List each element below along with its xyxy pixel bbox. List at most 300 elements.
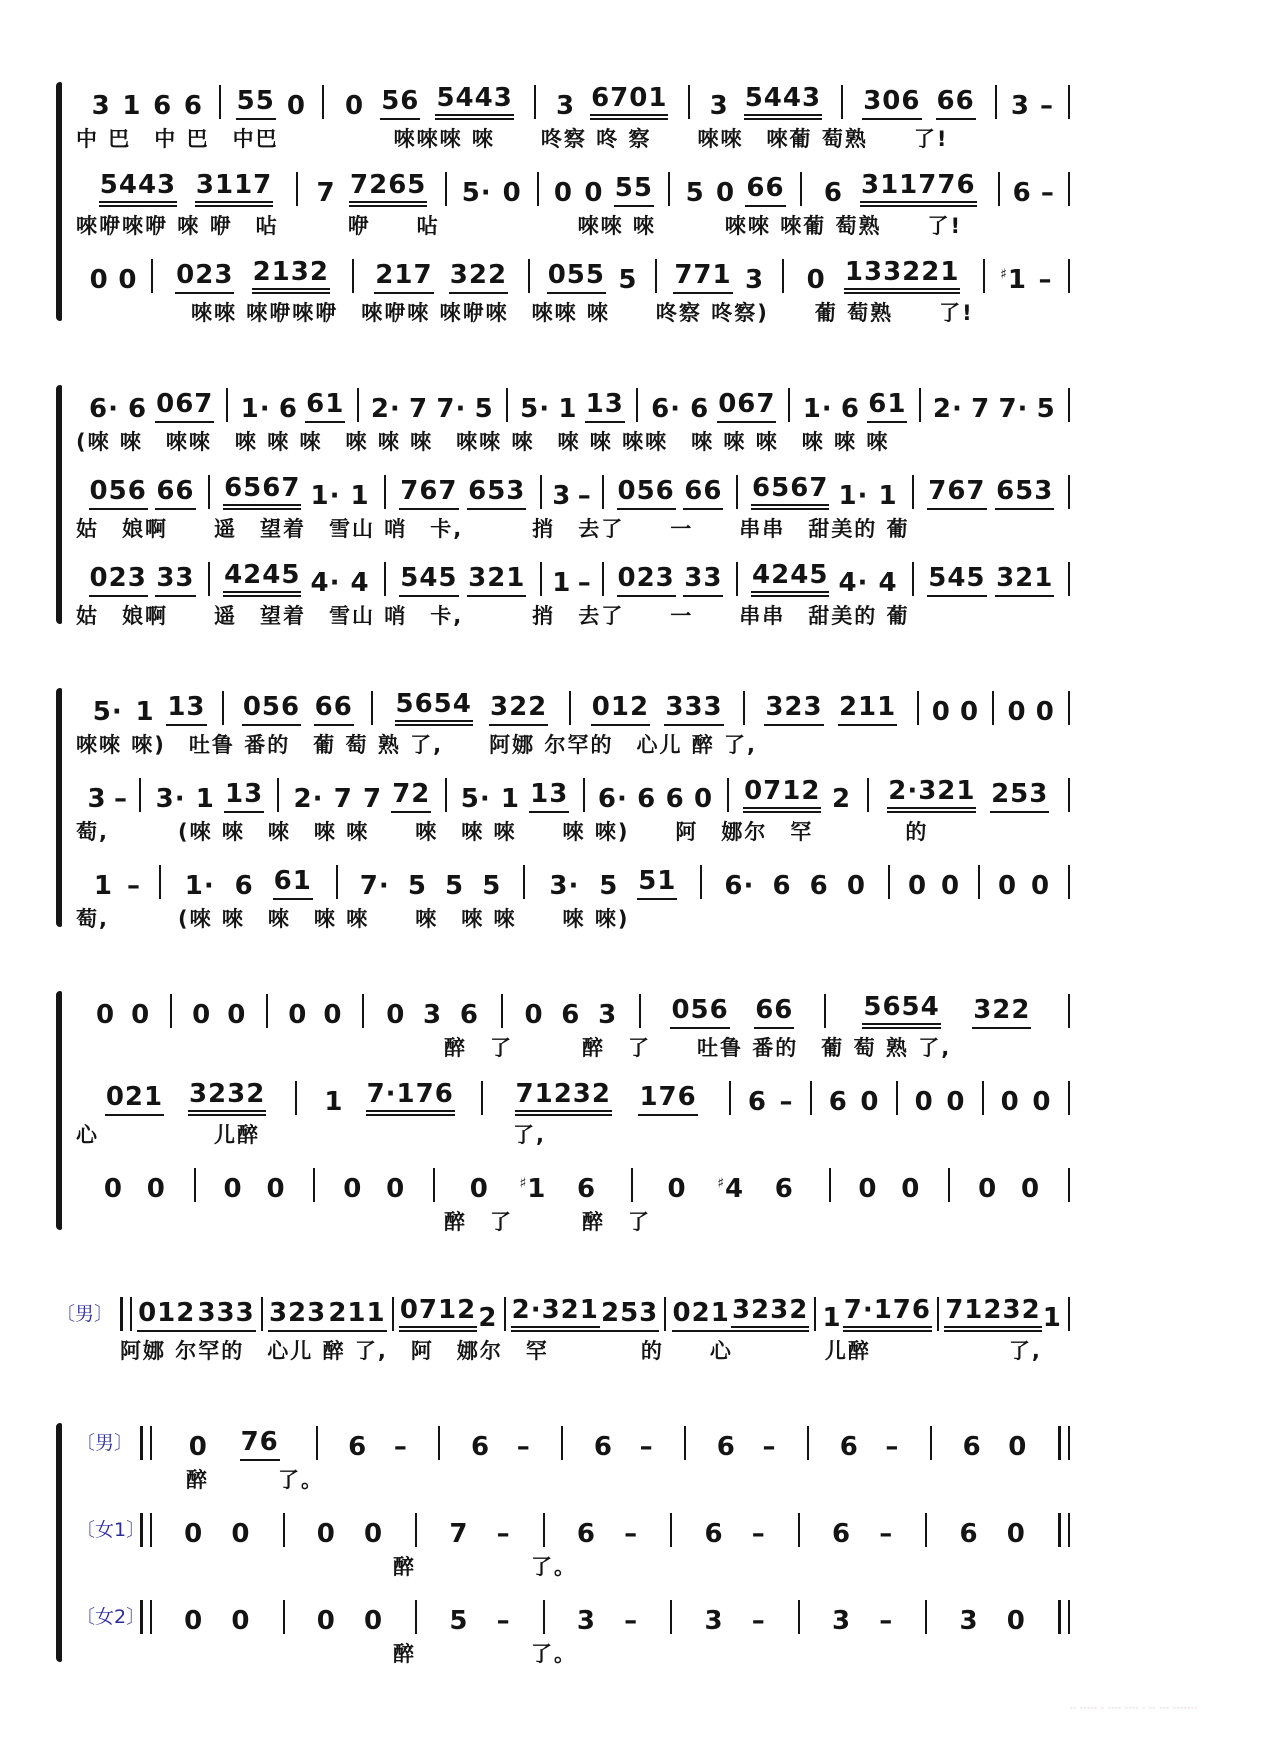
music — [76, 987, 1070, 1062]
note: 0712 — [399, 1297, 477, 1332]
measure — [816, 1294, 937, 1333]
measure — [359, 393, 506, 424]
system — [56, 684, 1070, 933]
notes-line — [76, 684, 1070, 726]
note: 6 — [959, 1518, 979, 1549]
note: 333 — [196, 1300, 255, 1332]
note: 6 — [831, 1518, 852, 1549]
note: 4 — [878, 567, 898, 598]
note: 1 — [552, 567, 572, 598]
measure — [354, 259, 528, 294]
note: 55 — [236, 88, 276, 120]
note: 253 — [990, 781, 1049, 813]
measure — [76, 783, 139, 814]
measure — [826, 991, 1068, 1029]
note: 5443 — [744, 85, 822, 120]
note: 0 — [131, 999, 151, 1030]
note: 6 — [593, 1431, 613, 1462]
note: 0 — [192, 999, 212, 1030]
note: 056 — [242, 694, 301, 726]
measure — [1000, 177, 1068, 208]
note: 321 — [995, 565, 1054, 597]
note: 66 — [754, 997, 794, 1029]
note: 1 — [350, 480, 370, 511]
note: 211 — [838, 694, 897, 726]
lyrics-line: 唻咿唻咿 唻 咿 呫 咿 呫 唻唻 唻 唻唻 唻葡 萄熟 了! — [76, 214, 963, 238]
note: 6 — [823, 177, 844, 208]
measure — [76, 870, 159, 901]
measure — [919, 696, 993, 727]
barline — [1068, 865, 1070, 899]
note: 056 — [617, 478, 676, 510]
note: 13 — [529, 781, 569, 813]
measure — [921, 393, 1068, 424]
note: 0 — [524, 999, 544, 1030]
measure — [76, 264, 151, 295]
note: 0 — [184, 1518, 204, 1549]
measure — [812, 1086, 896, 1117]
note: 71232 — [515, 1081, 612, 1116]
barline — [1068, 172, 1070, 206]
lyrics-line: 姑 娘啊 遥 望着 雪山 哨 卡, 捎 去了 一 串串 甜美的 葡 — [76, 517, 910, 541]
measure — [585, 783, 727, 814]
measure — [542, 567, 602, 598]
note: 5 — [599, 870, 619, 901]
note: 0 — [345, 90, 365, 121]
note: 6 — [840, 393, 861, 424]
voice-line — [76, 165, 1070, 240]
note: 023 — [175, 262, 234, 294]
note: ♯4 — [717, 1173, 745, 1204]
measure — [542, 480, 602, 511]
measure — [927, 1605, 1058, 1636]
measure — [545, 1518, 671, 1549]
lyrics-line: 醉 了 醉 了 吐鲁 番的 葡 萄 熟 了, — [76, 1036, 952, 1060]
measure — [690, 82, 842, 121]
voice-line — [76, 1419, 1070, 1494]
note: 0 — [386, 999, 406, 1030]
note: 4· — [310, 567, 341, 598]
note: 6· — [597, 783, 628, 814]
voice-line — [56, 1290, 1070, 1365]
note: 6 — [637, 783, 657, 814]
barline — [1068, 1297, 1070, 1331]
measure — [285, 1518, 416, 1549]
note: 333 — [664, 694, 723, 726]
note: 0 — [316, 1518, 336, 1549]
measure — [373, 688, 569, 726]
voice-line — [76, 1506, 1070, 1581]
note: 3232 — [731, 1297, 809, 1332]
note: 7 — [409, 393, 429, 424]
note: 653 — [467, 478, 526, 510]
note: 322 — [972, 997, 1031, 1029]
measure — [210, 559, 384, 598]
note: 2132 — [252, 259, 330, 294]
measure — [508, 388, 636, 424]
music — [76, 252, 1070, 327]
note: 0 — [323, 999, 343, 1030]
note: 2 — [831, 783, 852, 814]
note: 3 — [576, 1605, 597, 1636]
note: 7 — [362, 783, 383, 814]
note: 2· — [370, 393, 401, 424]
note: 1· — [310, 480, 341, 511]
note: 3 — [1010, 90, 1030, 121]
measure — [980, 870, 1068, 901]
measure — [890, 870, 978, 901]
note: 0 — [960, 696, 980, 727]
note: 0 — [1000, 1086, 1020, 1117]
measure — [950, 1173, 1068, 1204]
note: 71232 — [944, 1297, 1041, 1332]
note: 1 — [1042, 1302, 1062, 1333]
voice-line — [76, 555, 1070, 630]
note: 3 — [745, 264, 765, 295]
note: – — [751, 1605, 766, 1636]
measure — [927, 1518, 1058, 1549]
music — [76, 858, 1070, 933]
note: 33 — [155, 565, 195, 597]
note: 6 — [577, 1173, 597, 1204]
measure — [731, 1086, 810, 1117]
barline — [1068, 475, 1070, 509]
measure — [324, 82, 534, 121]
measure — [672, 1605, 798, 1636]
note: – — [113, 783, 128, 814]
measure — [196, 1173, 314, 1204]
note: 322 — [449, 262, 508, 294]
double-barline — [140, 1600, 152, 1634]
note: 0 — [716, 177, 736, 208]
measure — [666, 1294, 814, 1332]
measure — [435, 1173, 631, 1204]
notes-line — [76, 1161, 1070, 1203]
measure — [939, 1294, 1068, 1333]
measure — [338, 870, 524, 901]
note: 2·321 — [511, 1297, 600, 1332]
note: 771 — [673, 262, 732, 294]
notes-line — [76, 555, 1070, 597]
note: – — [1038, 264, 1053, 295]
note: – — [393, 1431, 408, 1462]
measure — [809, 1431, 930, 1462]
note: 176 — [638, 1084, 697, 1116]
note: 6567 — [751, 475, 829, 510]
measure — [221, 85, 322, 121]
double-barline — [1058, 1513, 1070, 1547]
note: – — [1040, 177, 1055, 208]
measure — [417, 1605, 543, 1636]
note: 5· — [92, 696, 123, 727]
note: 7· — [998, 393, 1029, 424]
note: 66 — [155, 478, 195, 510]
note: 056 — [89, 478, 148, 510]
note: 72 — [391, 781, 431, 813]
note: 0 — [231, 1605, 251, 1636]
note: 5 — [1036, 393, 1056, 424]
note: – — [577, 567, 592, 598]
notes-line — [76, 78, 1070, 120]
note: 0 — [364, 1518, 384, 1549]
note: 012 — [137, 1300, 196, 1332]
note: 0 — [978, 1173, 998, 1204]
note: 6 — [962, 1431, 982, 1462]
note: 7 — [449, 1518, 469, 1549]
note: 2· — [932, 393, 963, 424]
note: 306 — [862, 88, 921, 120]
note: 067 — [717, 391, 776, 423]
note: 0 — [286, 90, 306, 121]
system — [56, 1419, 1070, 1668]
measure — [784, 256, 983, 295]
voice-line — [76, 468, 1070, 543]
sharp-sign: ♯ — [717, 1175, 726, 1192]
notes-line — [76, 252, 1070, 294]
note: 6 — [828, 1086, 848, 1117]
watermark: -- ----- - ---- ---- - -- --- ------- — [1069, 1704, 1198, 1712]
measure — [633, 1173, 829, 1204]
measure — [994, 696, 1068, 727]
note: 067 — [155, 391, 214, 423]
note: – — [879, 1518, 894, 1549]
note: – — [751, 1518, 766, 1549]
note: 0 — [667, 1173, 687, 1204]
music — [76, 555, 1070, 630]
measure — [506, 1294, 665, 1332]
note: 3 — [423, 999, 443, 1030]
note: 6 — [774, 1173, 794, 1204]
measure — [297, 1078, 481, 1117]
note: 545 — [927, 565, 986, 597]
measure — [898, 1086, 982, 1117]
measure — [914, 475, 1068, 510]
music — [140, 1593, 1070, 1668]
double-barline — [140, 1513, 152, 1547]
note: – — [779, 1086, 794, 1117]
notes-line — [76, 987, 1070, 1029]
sharp-sign: ♯ — [519, 1175, 528, 1192]
note: 6 — [665, 783, 685, 814]
sharp-sign: ♯ — [1000, 266, 1008, 283]
measure — [686, 1431, 807, 1462]
note: 133221 — [844, 259, 961, 294]
note: 6 — [772, 870, 792, 901]
note: 3 — [709, 90, 729, 121]
voice-line — [76, 987, 1070, 1062]
measure — [318, 1431, 439, 1462]
note: 0 — [584, 177, 604, 208]
music — [140, 1419, 1070, 1494]
note: 0712 — [743, 778, 821, 813]
measure — [985, 264, 1068, 295]
note: 5 — [407, 870, 427, 901]
note: 7265 — [349, 172, 427, 207]
note: 0 — [553, 177, 573, 208]
note: 056 — [670, 997, 729, 1029]
note: 311776 — [860, 172, 977, 207]
note: 0 — [89, 264, 109, 295]
note: 7 — [333, 783, 353, 814]
note: – — [762, 1431, 777, 1462]
note: 0 — [941, 870, 961, 901]
note: 3 — [598, 999, 618, 1030]
note: – — [577, 480, 592, 511]
music — [76, 78, 1070, 153]
note: 5· — [460, 783, 491, 814]
measure — [153, 256, 352, 294]
note: – — [885, 1431, 900, 1462]
note: 0 — [316, 1605, 336, 1636]
note: 0 — [946, 1086, 966, 1117]
voice-line — [76, 771, 1070, 846]
measure — [997, 90, 1068, 121]
note: 7 — [316, 177, 336, 208]
system — [56, 381, 1070, 630]
note: 0 — [469, 1173, 489, 1204]
measure — [984, 1086, 1068, 1117]
double-barline — [140, 1426, 152, 1460]
barline — [1068, 85, 1070, 119]
note: 6 — [716, 1431, 736, 1462]
measure — [738, 472, 912, 511]
note: 323 — [268, 1300, 327, 1332]
lyrics-line: 萄, (唻 唻 唻 唻 唻 唻 唻 唻 唻 唻) 阿 娜尔 罕 的 — [76, 820, 929, 844]
measure — [604, 475, 736, 510]
note: – — [496, 1605, 511, 1636]
note: 0 — [266, 1173, 286, 1204]
note: 7·176 — [366, 1081, 455, 1116]
note: 3 — [704, 1605, 724, 1636]
voice-label: 〔男〕 — [76, 1432, 134, 1454]
barline — [1068, 1081, 1070, 1115]
note: 33 — [683, 565, 723, 597]
note: 0 — [223, 1173, 243, 1204]
measure — [800, 1518, 926, 1549]
note: 1 — [93, 870, 114, 901]
note: 0 — [860, 1086, 880, 1117]
measure — [76, 999, 170, 1030]
measure — [76, 475, 208, 510]
note: 0 — [188, 1431, 208, 1462]
note: 7 — [971, 393, 991, 424]
note: 4 — [350, 567, 370, 598]
note: 1· — [802, 393, 833, 424]
note: 0 — [502, 177, 522, 208]
note: 6 — [561, 999, 581, 1030]
measure — [843, 85, 995, 120]
measure — [76, 562, 208, 597]
measure — [530, 259, 655, 295]
note: 253 — [600, 1300, 659, 1332]
note: 6 — [348, 1431, 368, 1462]
note: 3 — [959, 1605, 979, 1636]
music — [140, 1506, 1070, 1581]
note: 0 — [931, 696, 951, 727]
measure — [364, 999, 500, 1030]
note: 3232 — [188, 1081, 266, 1116]
note: 4245 — [751, 562, 829, 597]
music — [76, 771, 1070, 846]
measure — [224, 691, 371, 726]
measure — [228, 388, 356, 424]
measure — [447, 177, 537, 208]
measure — [657, 259, 782, 295]
note: 2·321 — [887, 778, 976, 813]
measure — [831, 1173, 949, 1204]
note: 5 — [445, 870, 465, 901]
note: 6 — [278, 393, 298, 424]
voice-line — [76, 1593, 1070, 1668]
barline — [1068, 562, 1070, 596]
measure — [670, 172, 800, 208]
note: 3· — [155, 783, 186, 814]
measure — [483, 1078, 729, 1116]
notes-line — [140, 1506, 1070, 1548]
measure — [417, 1518, 543, 1549]
note: – — [624, 1518, 639, 1549]
note: 0 — [1030, 870, 1051, 901]
note: 6 — [704, 1518, 724, 1549]
note: – — [624, 1605, 639, 1636]
barline — [1068, 259, 1070, 293]
measure — [702, 870, 888, 901]
measure — [571, 691, 743, 726]
note: 1 — [558, 393, 578, 424]
measure — [638, 388, 788, 424]
note: 211 — [327, 1300, 386, 1332]
note: 6701 — [590, 85, 668, 120]
note: 7·176 — [843, 1297, 932, 1332]
lyrics-line: 醉 了。 — [140, 1642, 577, 1666]
barline — [1068, 691, 1070, 725]
note: 13 — [224, 781, 264, 813]
barline — [1068, 388, 1070, 422]
note: 0 — [103, 1173, 123, 1204]
note: 61 — [867, 391, 907, 423]
note: 0 — [806, 264, 826, 295]
notes-line — [76, 165, 1070, 207]
note: 0 — [386, 1173, 406, 1204]
note: 6 — [690, 393, 710, 424]
note: 767 — [399, 478, 458, 510]
note: 0 — [118, 264, 138, 295]
note: ♯1 — [519, 1173, 547, 1204]
notes-line — [76, 771, 1070, 813]
system — [56, 987, 1070, 1236]
note: 2· — [293, 783, 324, 814]
lyrics-line: 醉 了。 — [140, 1468, 324, 1492]
note: 1 — [878, 480, 898, 511]
note: 6· — [651, 393, 682, 424]
notes-line — [76, 1074, 1070, 1116]
note: 0 — [184, 1605, 204, 1636]
note: 5 — [474, 393, 494, 424]
score — [56, 78, 1070, 1722]
measure — [141, 778, 277, 814]
note: 012 — [591, 694, 650, 726]
note: 4245 — [223, 562, 301, 597]
notes-line — [140, 1593, 1070, 1635]
note: 6 — [471, 1431, 491, 1462]
measure — [161, 865, 336, 901]
measure — [539, 172, 669, 208]
note: 56 — [380, 88, 420, 120]
music — [120, 1290, 1070, 1365]
note: 322 — [489, 694, 548, 726]
note: 61 — [305, 391, 345, 423]
note: 5 — [482, 870, 502, 901]
